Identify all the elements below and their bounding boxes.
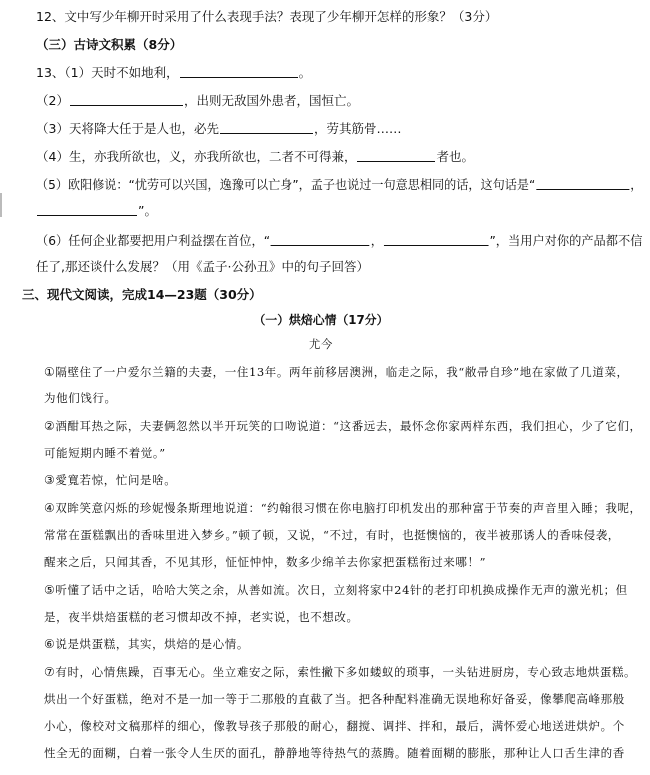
paragraph-7-cont: 性全无的面糊，白着一张令人生厌的面孔，静静地等待热气的蒸腾。随着面糊的膨胀，那种让人口舌生津的香	[44, 746, 625, 760]
paragraph-text: 隔壁住了一户爱尔兰籍的夫妻，一住13年。两年前移居澳洲，临走之际，我“敝帚自珍”地在家做了几道菜，	[55, 365, 629, 379]
paragraph-number: ④	[44, 501, 56, 515]
paragraph-7-cont: 烘出一个好蛋糕，绝对不是一加一等于二那般的直截了当。把各种配料准确无误地称好备妥，像攀爬高峰那般	[44, 692, 625, 706]
question-12: 12、文中写少年柳开时采用了什么表现手法？表现了少年柳开怎样的形象？（3分）	[36, 9, 498, 24]
q13-6-prefix: （6）任何企业都要把用户利益摆在首位，“	[36, 233, 271, 248]
article-title: （一）烘焙心情（17分）	[253, 313, 389, 327]
paragraph-4	[44, 500, 642, 516]
article-author: 尤今	[309, 337, 333, 351]
paragraph-2	[44, 418, 642, 434]
paragraph-text: 听懂了话中之话，哈哈大笑之余，从善如流。次日，立刻将家中24针的老打印机换成操作无声的激光机；但	[55, 583, 628, 597]
answer-blank[interactable]	[271, 233, 370, 246]
q13-6-mid: ，	[370, 233, 383, 248]
paragraph-number: ③	[44, 473, 56, 487]
question-13-6	[36, 233, 642, 249]
q13-5-comma: ，	[630, 177, 643, 192]
answer-blank[interactable]	[357, 149, 435, 162]
paragraph-4-cont: 醒来之后，只闻其香，不见其形，怔怔忡忡，数多少绵羊去你家把蛋糕衔过来哪！”	[44, 555, 487, 569]
paragraph-7-cont: 小心，像校对文稿那样的细心，像教导孩子那般的耐心，翻搅、调拌、拌和，最后，满怀爱心地送进烘炉。个	[44, 719, 625, 733]
paragraph-text: 愛寬若惊，忙问是啥。	[55, 473, 177, 487]
paragraph-text: 说是烘蛋糕，其实，烘焙的是心情。	[55, 637, 249, 651]
question-13-4	[36, 149, 474, 165]
q13-5-end: ”。	[138, 203, 157, 218]
question-13-3	[36, 121, 401, 137]
answer-blank[interactable]	[37, 203, 137, 216]
paragraph-1-cont: 为他们饯行。	[44, 391, 117, 405]
q13-3-suffix: ，劳其筋骨……	[313, 121, 402, 136]
paragraph-4-cont: 常常在蛋糕飘出的香味里进入梦乡。”顿了顿，又说，“不过，有时，也挺懊恼的，夜半被那诱人的香味侵袭，	[44, 528, 620, 542]
paragraph-2-cont: 可能短期内睡不着觉。”	[44, 446, 166, 460]
paragraph-number: ②	[44, 419, 56, 433]
answer-blank[interactable]	[70, 93, 183, 106]
q13-4-suffix: 者也。	[436, 149, 474, 164]
answer-blank[interactable]	[384, 233, 489, 246]
q13-4-prefix: （4）生，亦我所欲也，义，亦我所欲也，二者不可得兼，	[36, 149, 357, 164]
q13-1-prefix: 13、（1）天时不如地利，	[36, 65, 179, 80]
paragraph-number: ⑤	[44, 583, 56, 597]
paragraph-5-cont: 是，夜半烘焙蛋糕的老习惯却改不掉，老实说，也不想改。	[44, 610, 359, 624]
q13-2-suffix: ，出则无敌国外患者，国恒亡。	[183, 93, 359, 108]
paragraph-1	[44, 364, 629, 380]
q13-2-prefix: （2）	[36, 93, 69, 108]
paragraph-7	[44, 664, 636, 680]
answer-blank[interactable]	[220, 121, 313, 134]
q13-6-suffix: ”，当用户对你的产品都不信	[489, 233, 643, 248]
q13-3-prefix: （3）天将降大任于是人也，必先	[36, 121, 219, 136]
question-13-5	[36, 177, 642, 193]
question-13-5-cont	[36, 203, 157, 219]
answer-blank[interactable]	[536, 177, 629, 190]
paragraph-3	[44, 472, 176, 488]
question-13-2	[36, 93, 359, 109]
question-13-6-cont: 任了,那还谈什么发展？（用《孟子·公孙丑》中的句子回答）	[36, 259, 369, 274]
paragraph-5	[44, 582, 628, 598]
q13-1-suffix: 。	[298, 65, 312, 80]
paragraph-number: ⑦	[44, 665, 56, 679]
paragraph-text: 有时，心情焦躁，百事无心。坐立难安之际，索性撇下多如蝼蚁的琐事，一头钻进厨房，专心致志地烘蛋糕。	[55, 665, 637, 679]
part-3-title: 三、现代文阅读，完成14—23题（30分）	[22, 287, 262, 302]
question-13-1	[36, 65, 311, 81]
paragraph-number: ⑥	[44, 637, 56, 651]
page-edge-mark	[0, 193, 2, 217]
answer-blank[interactable]	[180, 65, 298, 78]
paragraph-text: 双眸笑意闪烁的珍妮慢条斯理地说道：“约翰很习惯在你电脑打印机发出的那种富于节奏的声音里入睡；我呢，	[55, 501, 642, 515]
section-3-title: （三）古诗文积累（8分）	[36, 37, 183, 52]
paragraph-6	[44, 636, 249, 652]
q13-5-prefix: （5）欧阳修说：“忧劳可以兴国，逸豫可以亡身”，孟子也说过一句意思相同的话，这句话是“	[36, 177, 536, 192]
paragraph-number: ①	[44, 365, 56, 379]
paragraph-text: 酒酣耳热之际，夫妻俩忽然以半开玩笑的口吻说道：“这番远去，最怀念你家两样东西，我们担心，少了它们，	[55, 419, 642, 433]
